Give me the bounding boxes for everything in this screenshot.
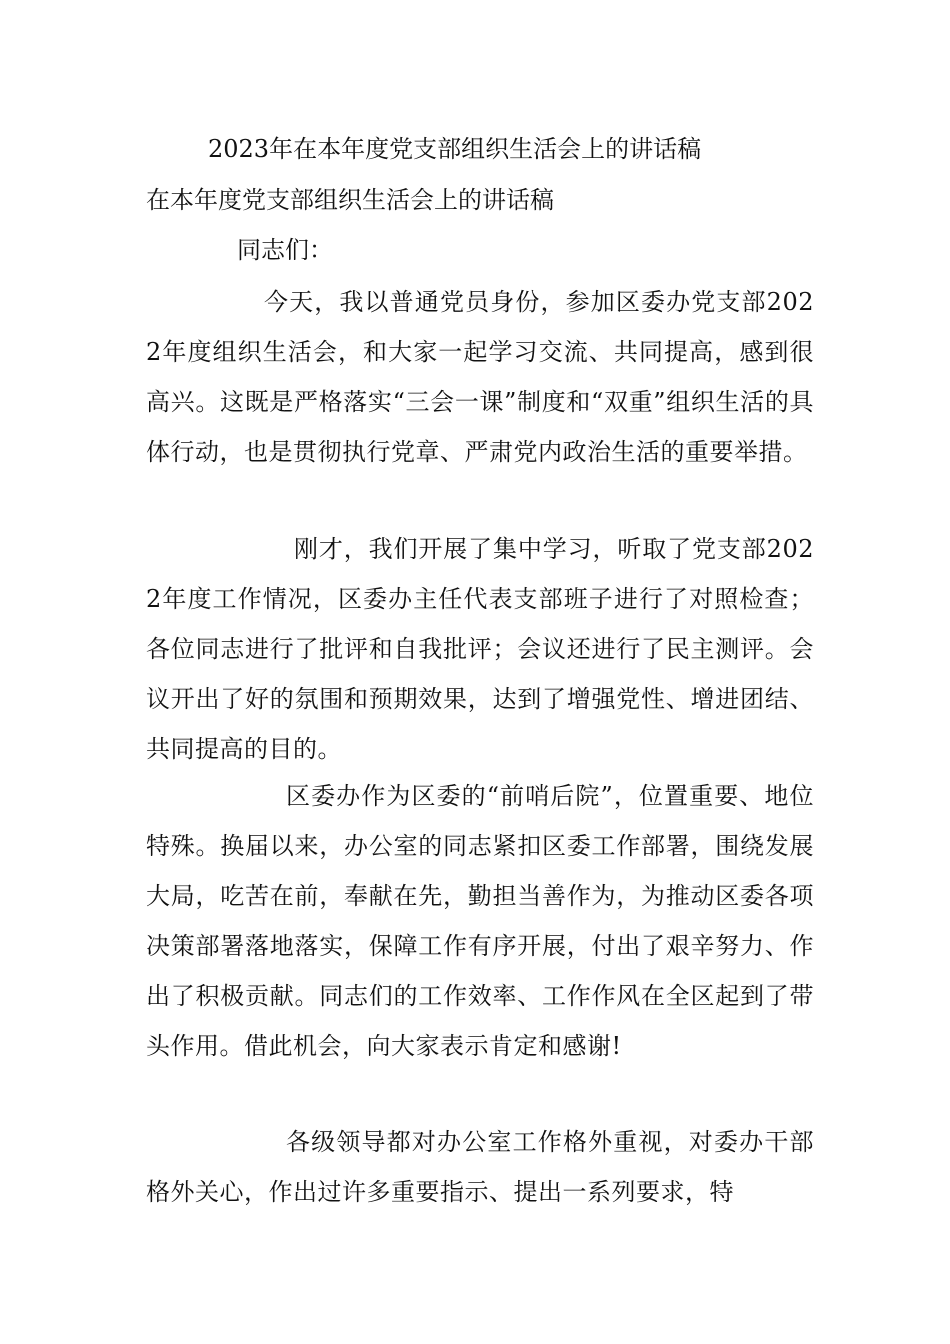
paragraph: 各级领导都对办公室工作格外重视，对委办干部格外关心，作出过许多重要指示、提出一系列要求，特 bbox=[146, 1128, 814, 1206]
paragraph: 区委办作为区委的“前哨后院”，位置重要、地位特殊。换届以来，办公室的同志紧扣区委工作部署，围绕发展大局，吃苦在前，奉献在先，勤担当善作为，为推动区委各项决策部署落地落实，保障工作有序开展，付出了艰辛努力、作出了积极贡献。同志们的工作效率、工作作风在全区起到了带头作用。借此机会，向大家表示肯定和感谢! bbox=[146, 782, 814, 1060]
paragraph: 刚才，我们开展了集中学习，听取了党支部2022年度工作情况，区委办主任代表支部班子进行了对照检查；各位同志进行了批评和自我批评；会议还进行了民主测评。会议开出了好的氛围和预期效果，达到了增强党性、增进团结、共同提高的目的。 bbox=[146, 535, 814, 763]
document-subtitle: 在本年度党支部组织生活会上的讲话稿 bbox=[146, 186, 554, 214]
salutation: 同志们： bbox=[237, 236, 333, 264]
document-title: 2023年在本年度党支部组织生活会上的讲话稿 bbox=[208, 135, 702, 163]
paragraph: 今天，我以普通党员身份，参加区委办党支部2022年度组织生活会，和大家一起学习交流、共同提高，感到很高兴。这既是严格落实“三会一课”制度和“双重”组织生活的具体行动，也是贯彻执行党章、严肃党内政治生活的重要举措。 bbox=[146, 288, 814, 466]
